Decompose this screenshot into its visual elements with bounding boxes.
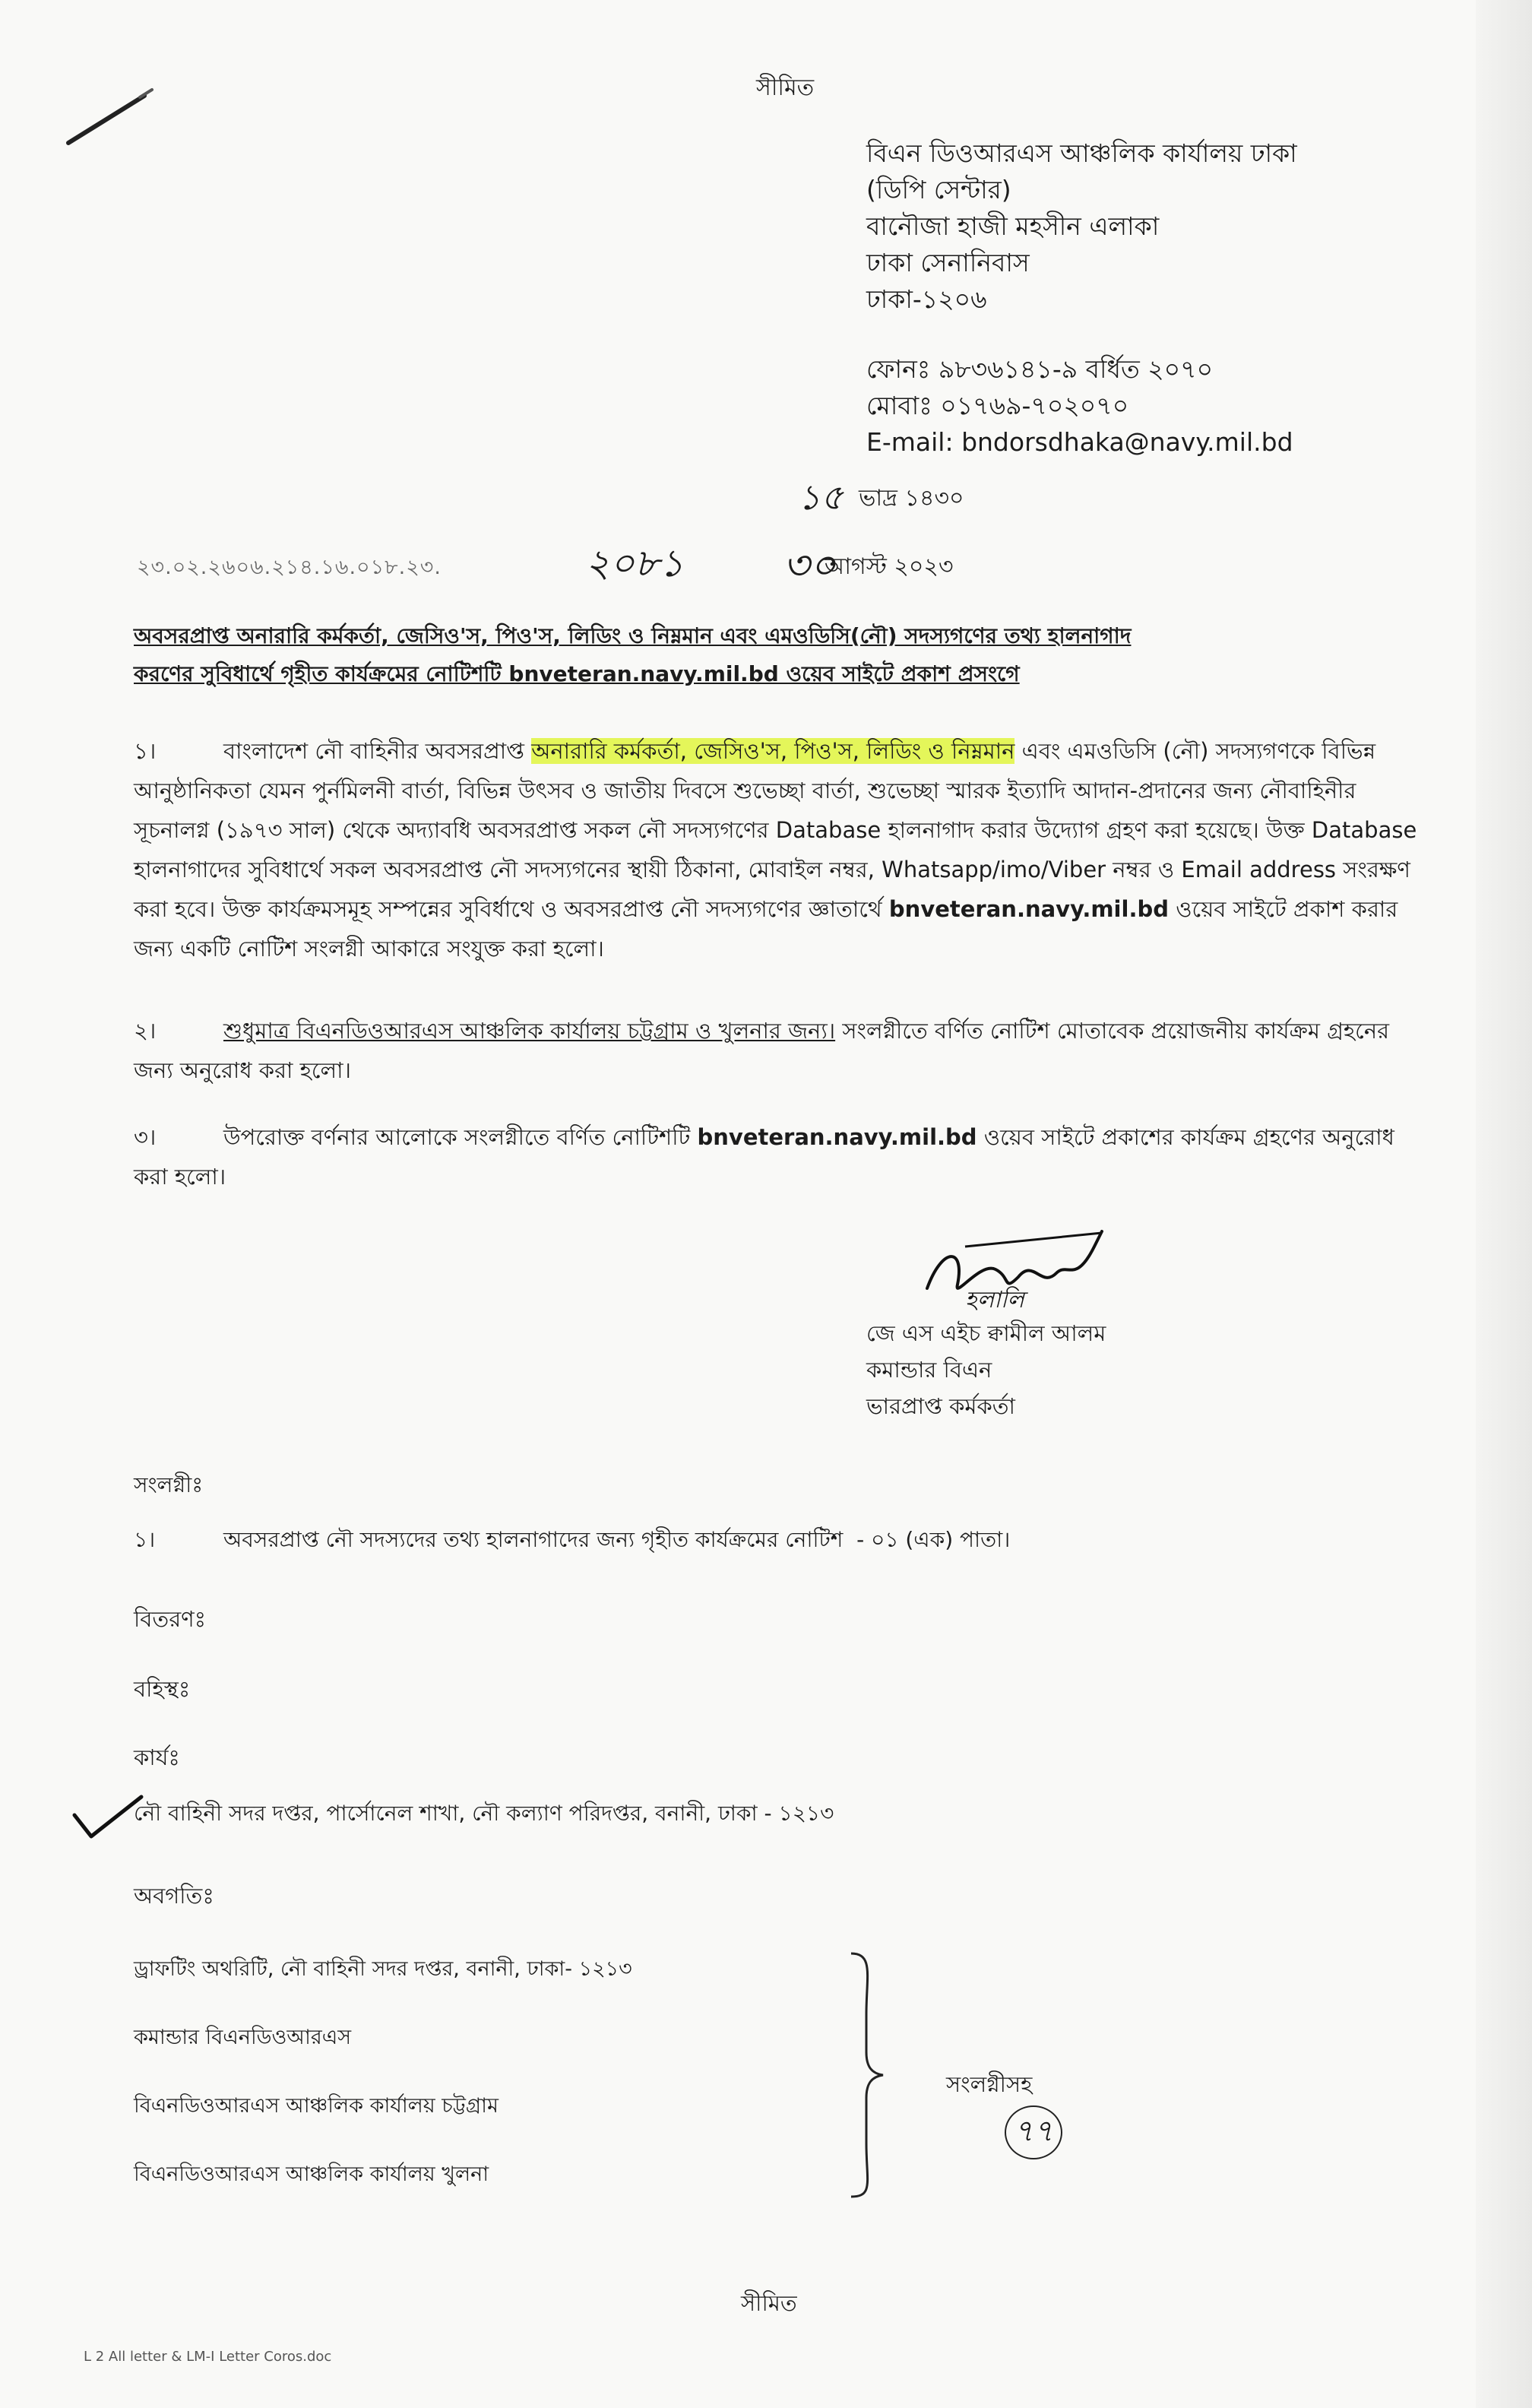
pen-stroke-mark	[61, 84, 160, 152]
info-item: বিএনডিওআরএস আঞ্চলিক কার্যালয় চট্টগ্রাম	[134, 2094, 499, 2118]
brace-bracket	[844, 1946, 889, 2204]
office-city: ঢাকা-১২০৬	[866, 284, 987, 314]
enclosure-pages: - ০১ (এক) পাতা।	[856, 1527, 1011, 1552]
gregorian-date-day: ৩০	[783, 541, 837, 589]
enclosure-label: সংলগ্নীঃ	[134, 1472, 204, 1497]
office-mobile: মোবাঃ ০১৭৬৯-৭০২০৭০	[866, 391, 1129, 420]
subject-line-1: অবসরপ্রাপ্ত অনারারি কর্মকর্তা, জেসিও'স, পিও'স, লিডিং ও নিম্নমান এবং এমওডিসি(নৌ) সদস্যগণের তথ্য হালনাগাদ	[134, 623, 1132, 648]
office-sub: (ডিপি সেন্টার)	[866, 175, 1011, 204]
enclosure-number: ১।	[134, 1527, 156, 1552]
paragraph-3-website: bnveteran.navy.mil.bd	[697, 1124, 977, 1150]
paragraph-2-underlined: শুধুমাত্র বিএনডিওআরএস আঞ্চলিক কার্যালয় চট্টগ্রাম ও খুলনার জন্য।	[223, 1018, 836, 1044]
brace-label: সংলগ্নীসহ	[946, 2071, 1033, 2097]
info-item: কমান্ডার বিএনডিওআরএস	[134, 2026, 352, 2049]
paragraph-3	[134, 1117, 1433, 1196]
paragraph-2-number: ২।	[134, 1018, 157, 1044]
classification-top: সীমিত	[756, 74, 815, 101]
signatory-block	[866, 1315, 1106, 1424]
office-cantonment: ঢাকা সেনানিবাস	[866, 248, 1030, 277]
paragraph-1-highlight: অনারারি কর্মকর্তা, জেসিও'স, পিও'স, লিডিং ও নিম্নমান	[531, 738, 1015, 764]
office-name: বিএন ডিওআরএস আঞ্চলিক কার্যালয় ঢাকা	[866, 138, 1297, 168]
paragraph-1-text-start: বাংলাদেশ নৌ বাহিনীর অবসরপ্রাপ্ত	[223, 738, 532, 764]
paragraph-1-number: ১।	[134, 738, 157, 764]
office-email: E-mail: bndorsdhaka@navy.mil.bd	[866, 427, 1293, 457]
info-label: অবগতিঃ	[134, 1883, 214, 1909]
classification-bottom: সীমিত	[741, 2290, 797, 2316]
action-addressee: নৌ বাহিনী সদর দপ্তর, পার্সোনেল শাখা, নৌ কল্যাণ পরিদপ্তর, বনানী, ঢাকা - ১২১৩	[134, 1801, 834, 1826]
footer-file-path: L 2 All letter & LM-I Letter Coros.doc	[84, 2349, 332, 2365]
signatory-rank: কমান্ডার বিএন	[866, 1357, 992, 1383]
handwritten-signature	[912, 1216, 1125, 1315]
gregorian-date-month-year: আগস্ট ২০২৩	[825, 553, 954, 580]
signatory-name: জে এস এইচ ক্বামীল আলম	[866, 1320, 1106, 1346]
paragraph-1-text-end: ওয়েব সাইটে প্রকাশ করার জন্য একটি নোটিশ সংলগ্নী আকারে সংযুক্ত করা হলো।	[134, 896, 1398, 962]
signatory-title: ভারপ্রাপ্ত কর্মকর্তা	[866, 1393, 1015, 1419]
distribution-label: বিতরণঃ	[134, 1606, 207, 1632]
paragraph-1-text-middle: এবং এমওডিসি (নৌ) সদস্যগণকে বিভিন্ন আনুষ্ঠানিকতা যেমন পুর্নমিলনী বার্তা, বিভিন্ন উৎসব ও জাতীয় দিবসে শুভেচ্ছা বার্তা, শুভেচ্ছা স্মারক ইত্যাদি আদান-প্রদানের জন্য নৌবাহিনীর সূচনালগ্ন (১৯৭৩ সাল) থেকে অদ্যাবধি অবসরপ্রাপ্ত সকল নৌ সদস্যগণের Database হালনাগাদ করার উদ্যোগ গ্রহণ করা হয়েছে। উক্ত Database হালনাগাদের সুবিধার্থে সকল অবসরপ্রাপ্ত নৌ সদস্যগনের স্থায়ী ঠিকানা, মোবাইল নম্বর, Whatsapp/imo/Viber নম্বর ও Email address সংরক্ষণ করা হবে। উক্ত কার্যক্রমসমূহ সম্পন্নের সুবির্ধাথে ও অবসরপ্রাপ্ত নৌ সদস্যগণের জ্ঞাতার্থে	[134, 738, 1417, 922]
subject-line-2: করণের সুবিধার্থে গৃহীত কার্যক্রমের নোটিশটি bnveteran.navy.mil.bd ওয়েব সাইটে প্রকাশ প্রসংগে	[134, 661, 1020, 686]
enclosure-text: অবসরপ্রাপ্ত নৌ সদস্যদের তথ্য হালনাগাদের জন্য গৃহীত কার্যক্রমের নোটিশ	[223, 1527, 844, 1552]
paragraph-2-text: সংলগ্নীতে বর্ণিত নোটিশ মোতাবেক প্রয়োজনীয় কার্যক্রম গ্রহনের জন্য অনুরোধ করা হলো।	[134, 1018, 1390, 1083]
action-label: কার্যঃ	[134, 1744, 180, 1770]
bangla-date-month-year: ভাদ্র ১৪৩০	[859, 485, 964, 512]
paragraph-3-text-start: উপরোক্ত বর্ণনার আলোকে সংলগ্নীতে বর্ণিত নোটিশটি	[223, 1124, 698, 1150]
info-item: বিএনডিওআরএস আঞ্চলিক কার্যালয় খুলনা	[134, 2162, 489, 2186]
scan-edge	[1476, 0, 1532, 2408]
office-phone: ফোনঃ ৯৮৩৬১৪১-৯ বর্ধিত ২০৭০	[866, 354, 1214, 384]
external-label: বহিস্থঃ	[134, 1676, 191, 1702]
brace-handwritten-note: ৭৭	[1005, 2105, 1062, 2159]
paragraph-1-website: bnveteran.navy.mil.bd	[888, 896, 1169, 922]
paragraph-2	[134, 1011, 1433, 1090]
paragraph-3-text-end: ওয়েব সাইটে প্রকাশের কার্যক্রম গ্রহণের অনুরোধ করা হলো।	[134, 1124, 1394, 1190]
signature-scribble: হলালি	[965, 1287, 1024, 1313]
paragraph-1	[134, 731, 1433, 968]
reference-handwritten: ২০৮১	[585, 541, 684, 585]
info-item: ড্রাফটিং অথরিটি, নৌ বাহিনী সদর দপ্তর, বনানী, ঢাকা- ১২১৩	[134, 1957, 632, 1981]
bangla-date-day: ১৫	[798, 477, 844, 518]
enclosure-line	[134, 1523, 1010, 1559]
paragraph-3-number: ৩।	[134, 1124, 157, 1150]
office-area: বানৌজা হাজী মহসীন এলাকা	[866, 211, 1160, 241]
office-address-block	[866, 135, 1297, 461]
reference-number: ২৩.০২.২৬০৬.২১৪.১৬.০১৮.২৩.	[137, 556, 442, 579]
